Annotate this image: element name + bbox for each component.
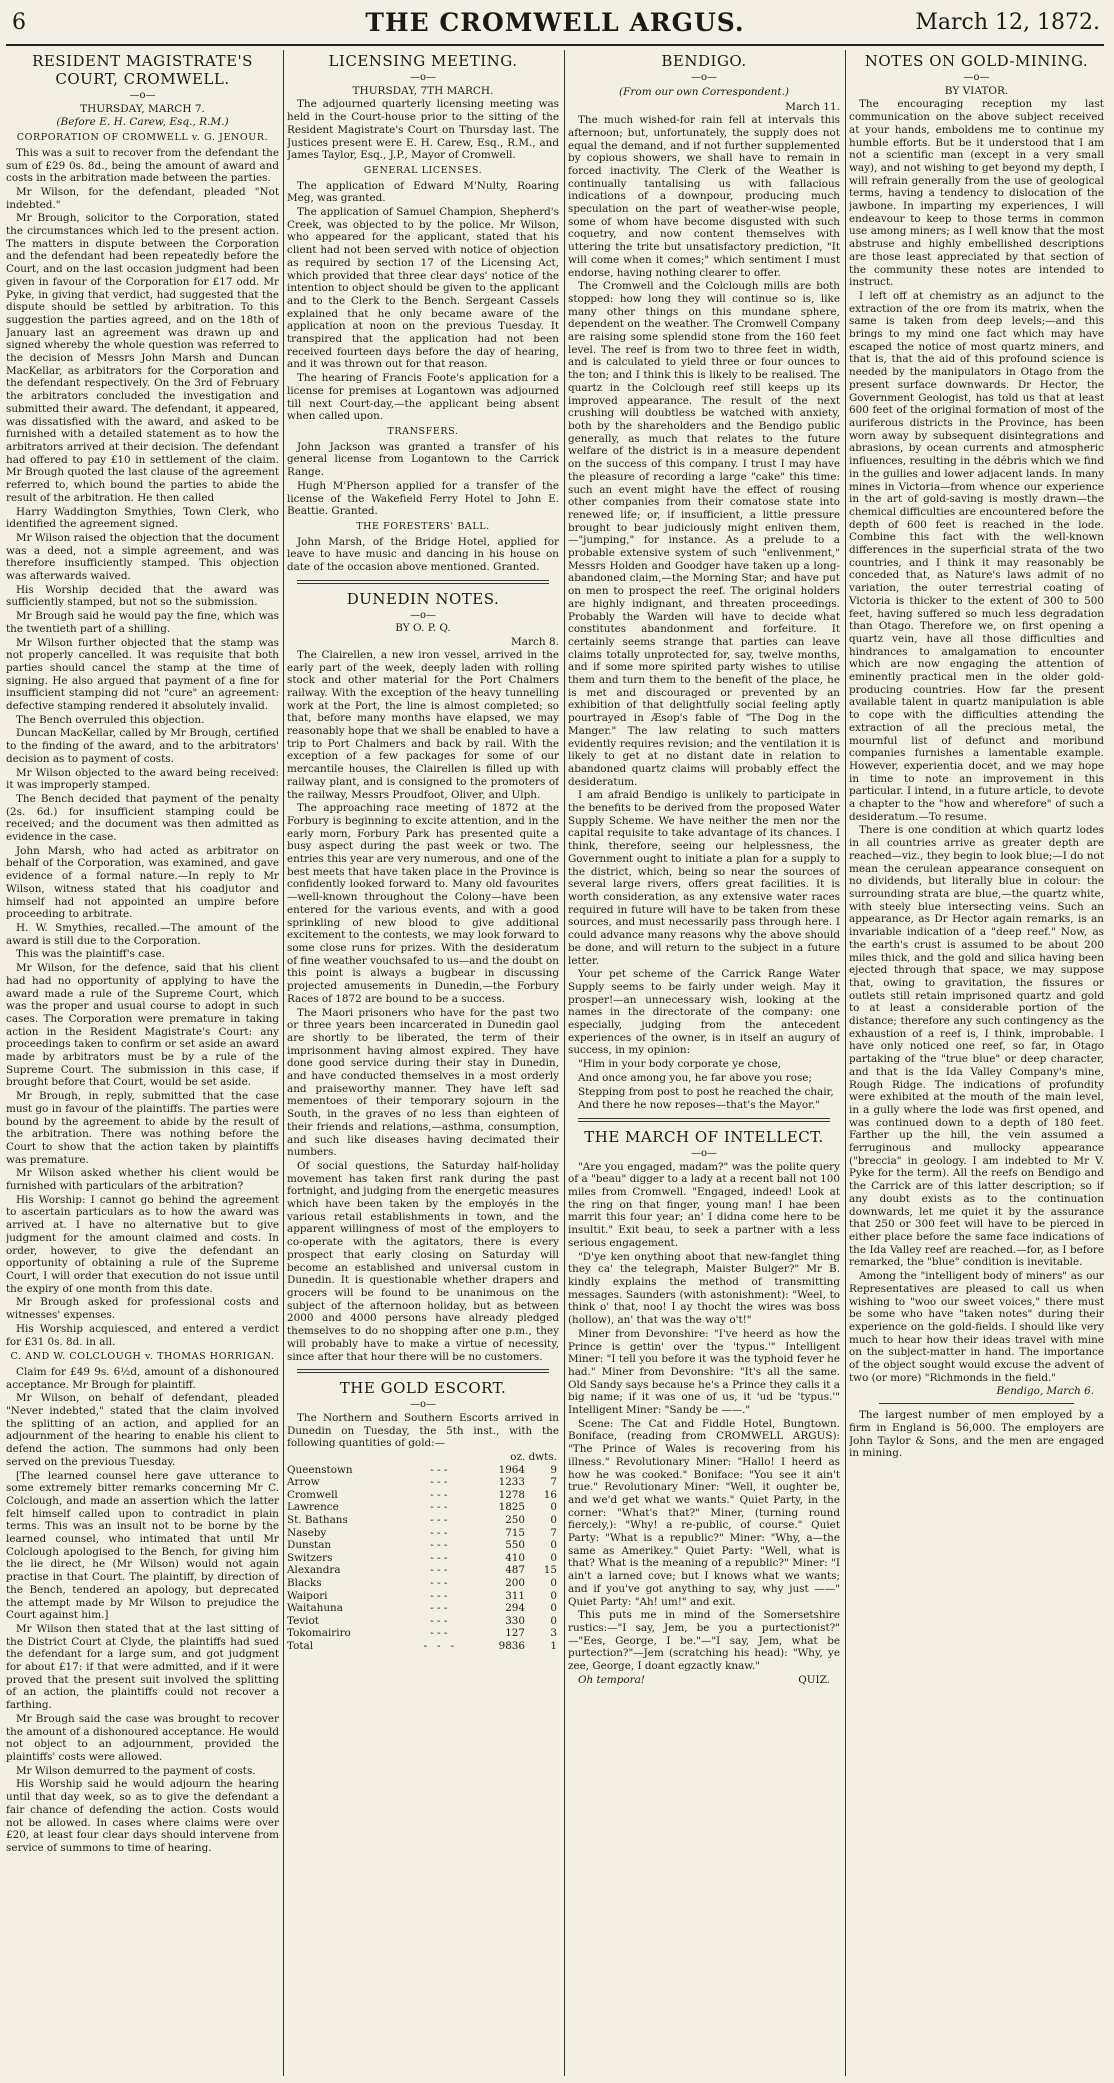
gold-oz: 550 xyxy=(505,1539,526,1552)
march-body xyxy=(568,1161,840,1673)
gold-leader: - - - xyxy=(430,1614,448,1627)
paragraph: Mr Wilson, on behalf of defendant, pleaded "Never indebted," stated that the claim involved the splitting of an action, and applied for an adjournment of the hearing to enable his client to defend the action. The summons had only been served on the previous Tuesday. xyxy=(6,1392,279,1468)
march-heading: THE MARCH OF INTELLECT. xyxy=(584,1127,824,1146)
court-bench: (Before E. H. Carew, Esq., R.M.) xyxy=(56,116,229,129)
gold-place: Alexandra xyxy=(287,1564,341,1577)
paragraph: Mr Wilson raised the objection that the document was a deed, not a simple agreement, and was therefore insufficiently stamped. This objection was afterwards waived. xyxy=(6,531,279,583)
gold-mining-byline: BY VIATOR. xyxy=(944,84,1009,97)
gold-dwt: 7 xyxy=(550,1526,557,1539)
poem-line: And there he now reposes—that's the Mayor." xyxy=(578,1099,821,1112)
gold-leader: - - - xyxy=(430,1463,448,1476)
gold-dwt: 0 xyxy=(550,1602,557,1615)
gold-mining-sign: Bendigo, March 6. xyxy=(996,1385,1094,1398)
paragraph: Mr Brough, solicitor to the Corporation, stated the circumstances which led to the present action. The matters in dispute between the Corporation and the defendant had been repeatedly before the Court, and on the last occasion judgment had been given in favour of the Corporation for £17 odd. Mr Pyke, in giving that verdict, had suggested that the dispute should be settled by arbitration. To this suggestion the parties agreed, and on the 18th of January last an agreement was drawn up and signed whereby the whole question was referred to the decision of Messrs John Marsh and Duncan MacKellar, as arbitrators for the Corporation and the defendant respectively. On the 3rd of February the arbitrators concluded the investigation and submitted their award. The defendant, it appeared, was dissatisfied with the award, and asked to be furnished with a detailed statement as to how the arbitrators arrived at their decision. The defendant had offered to pay £10 in settlement of the claim. Mr Brough quoted the last clause of the agreement referred to, which bound the parties to abide the result of the arbitration. He then called xyxy=(6,212,279,504)
paragraph: His Worship decided that the award was sufficiently stamped, but not so the submission. xyxy=(6,583,279,609)
gold-dwt: 9 xyxy=(550,1463,557,1476)
bendigo-dash: —o— xyxy=(690,72,718,83)
case-title: CORPORATION OF CROMWELL v. G. JENOUR. xyxy=(16,132,269,144)
gold-row xyxy=(287,1602,559,1615)
gold-dwt: 0 xyxy=(550,1513,557,1526)
paragraph: Mr Wilson demurred to the payment of costs. xyxy=(16,1764,256,1777)
paragraph: Of social questions, the Saturday half-holiday movement has taken first rank during the past fortnight, and judging from the energetic measures which have been taken by the employés in the various retail establishments in town, and the apparent willingness of most of the employers to co-operate with the agitators, there is every prospect that early closing on Saturday will become an established and universal custom in Dunedin. It is questionable whether drapers and grocers will be found to be unanimous on the subject of the afternoon holiday, but as between 2000 and 4000 persons have already pledged themselves to do no shopping after one p.m., they will probably have to make a virtue of necessity, since after that hour there will be no customers. xyxy=(287,1159,559,1363)
poem-line: Stepping from post to post he reached the chair, xyxy=(578,1085,834,1098)
tail-paragraph: The largest number of men employed by a firm in England is 56,000. The employers are John Taylor & Sons, and the men are engaged in mining. xyxy=(849,1409,1104,1460)
gold-place: St. Bathans xyxy=(287,1513,348,1526)
bendigo-poem xyxy=(568,1058,840,1112)
gold-escort-heading: THE GOLD ESCORT. xyxy=(339,1379,507,1398)
paragraph: Mr Wilson objected to the award being received: it was improperly stamped. xyxy=(6,766,279,792)
licensing-heading: LICENSING MEETING. xyxy=(328,52,518,70)
gold-leader: - - - xyxy=(430,1589,448,1602)
bendigo-correspondent: (From our own Correspondent.) xyxy=(618,85,790,98)
paragraph: Among the "intelligent body of miners" as our Representatives are pleased to call us when wishing to "woo our sweet voices," there must be some who have "taken notes" during their experience on the gold-fields. I should like very much to hear how their ideas travel with mine on the subject-matter in hand. The importance of the object sought would excuse the advent of two (or more) "Richmonds in the field." xyxy=(849,1270,1104,1384)
paragraph: His Worship: I cannot go behind the agreement to ascertain particulars as to how the award was arrived at. I have no alternative but to give judgment for the amount claimed and costs. In order, however, to give the defendant an opportunity of obtaining a rule of the Supreme Court, I will order that execution do not issue until the expiry of one month from this date. xyxy=(6,1193,279,1295)
paragraph: His Worship said he would adjourn the hearing until that day week, so as to give the defendant a fair chance of defending the action. Costs would not be allowed. In cases where claims were over £20, at least four clear days should intervene from service of summons to time of hearing. xyxy=(6,1778,279,1854)
dunedin-date: March 8. xyxy=(510,636,559,649)
gold-row xyxy=(287,1590,559,1603)
paragraph: The hearing of Francis Foote's application for a license for premises at Logantown was adjourned till next Court-day,—the applicant being absent when called upon. xyxy=(287,372,559,423)
gold-leader: - - - xyxy=(430,1576,448,1589)
paragraph: Harry Waddington Smythies, Town Clerk, who identified the agreement signed. xyxy=(6,505,279,531)
transfers-heading: TRANSFERS. xyxy=(387,425,459,437)
paragraph: Mr Brough asked for professional costs and witnesses' expenses. xyxy=(6,1296,279,1322)
paragraph: Mr Wilson asked whether his client would be furnished with particulars of the arbitration? xyxy=(6,1167,279,1193)
gold-oz: 487 xyxy=(505,1564,526,1577)
paragraph: "D'ye ken onything aboot that new-fanglet thing they ca' the telegraph, Maister Bulger?" Mr B. kindly explains the method of transmitting messages. Saunders (with astonishment): "Weel, to think o' that, noo! I ay thocht the wires was boss (hollow), an' that was the way o't!" xyxy=(568,1250,840,1327)
gold-oz: 1964 xyxy=(498,1463,526,1476)
court-date: THURSDAY, MARCH 7. xyxy=(80,102,205,115)
paragraph: John Marsh, who had acted as arbitrator on behalf of the Corporation, was examined, and gave evidence of a formal nature.—In reply to Mr Wilson, witness stated that his coadjutor and himself had not appointed an umpire before proceeding to arbitrate. xyxy=(6,844,279,921)
paragraph: The Cromwell and the Colclough mills are both stopped: how long they will continue so is, like many other things on this mundane sphere, dependent on the weather. The Cromwell Company are raising some splendid stone from the 160 feet level. The reef is from two to three feet in width, and is calculated to yield three or four ounces to the ton; and I think this is likely to be realised. The quartz in the Colclough reef still keeps up its improved appearance. The result of the next crushing will doubtless be watched with anxiety, both by the shareholders and the Bendigo public generally, as much that relates to the future welfare of the district is in a measure dependent on the success of this company. I trust I may have the pleasure of recording a large "cake" this time: such an event might have the effect of rousing other companies from their comatose state into renewed life; or, if insufficient, a little pressure brought to bear judiciously might enliven them,—"jumping," for instance. As a prelude to a probable extensive system of such "enlivenment," Messrs Holden and Goodger have taken up a long-abandoned claim,—the Morning Star; and have put on men to prospect the reef. The original holders are highly indignant, and threaten proceedings. Probably the Warden will have to decide what constitutes abandonment and forfeiture. It certainly seems strange that parties can leave claims totally unprotected for, say, twelve months, and if some more spirited party wishes to utilise them and turn them to the benefit of the place, he is met and discouraged or prevented by an exhibition of that delightfully social feeling aptly pourtrayed in Æsop's fable of "The Dog in the Manger." The law relating to such matters evidently requires revision; and the ventilation it is likely to get at no distant date in relation to abandoned quartz claims will probably effect the desideratum. xyxy=(568,280,840,788)
gold-dwt: 0 xyxy=(550,1501,557,1514)
licensing-dash: —o— xyxy=(409,72,437,83)
gold-escort-dash: —o— xyxy=(409,1399,437,1411)
gold-place: Arrow xyxy=(287,1476,320,1489)
paragraph: H. W. Smythies, recalled.—The amount of the award is still due to the Corporation. xyxy=(6,922,279,947)
gold-dwt: 3 xyxy=(550,1627,557,1640)
paragraph: Mr Wilson, for the defendant, pleaded "Not indebted." xyxy=(6,185,279,211)
gold-oz: 127 xyxy=(505,1627,526,1640)
transfers-body xyxy=(287,441,559,518)
gold-total-label: Total xyxy=(287,1639,314,1652)
gold-row xyxy=(287,1527,559,1540)
gold-escort-intro: The Northern and Southern Escorts arrived in Dunedin on Tuesday, the 5th inst., with the following quantities of gold:— xyxy=(287,1411,559,1450)
column-3 xyxy=(568,50,840,2076)
march-dash: —o— xyxy=(690,1147,718,1159)
paragraph: Mr Wilson further objected that the stamp was not properly cancelled. It was requisite that both parties should cancel the stamp at the time of signing. He also argued that payment of a fine for insufficient stamping did not "cure" an agreement: defective stamping rendered it absolutely invalid. xyxy=(6,636,279,713)
march-close: Oh tempora! xyxy=(578,1673,645,1686)
march-footer xyxy=(568,1674,840,1687)
gold-dwt: 0 xyxy=(550,1551,557,1564)
gold-oz: 250 xyxy=(505,1513,526,1526)
gold-leader: - - - xyxy=(430,1551,448,1564)
paragraph: There is one condition at which quartz lodes in all countries arrive as greater depth are reached—viz., they begin to look blue;—I do not mean the cerulean appearance consequent on no dividends, but literally blue in colour: the surrounding strata are blue,—the quartz white, with steely blue intersecting veins. Such an appearance, as Dr Hector again remarks, is an invariable indication of a "deep reef." Now, as the earth's crust is assumed to be about 200 miles thick, and the gold and silica having been ejected through that space, we may suppose that, owing to gravitation, the fissures or outlets still retain imprisoned quartz and gold to at least a considerable portion of the distance; therefore any such contingency as the exhaustion of a reef is, I think, improbable. I have only noticed one reef, so far, in Otago partaking of the "true blue" or deep character, and that is the Ida Valley Company's mine, Rough Ridge. The indications of profundity were exhibited at the mouth of the main level, in a gully where the lode was first opened, and was continued down to a depth of 180 feet. Farther up the hill, the vein assumed a ferruginous and mullocky appearance ("breccia" in geology. I am indebted to Mr V. Pyke for the term). All the reefs on Bendigo and the Carrick are of this latter description; so if any doubt exists as to the continuation downwards, let me quiet it by the assurance that 250 or 300 feet will have to be pierced in either place before the same face indications of the Ida Valley reef are reached.—for, as I before remarked, the "blue" condition is inevitable. xyxy=(849,824,1104,1269)
section-divider xyxy=(578,1118,830,1122)
gold-total-row: Total - - - 9836 1 xyxy=(287,1639,557,1652)
gold-place: Lawrence xyxy=(287,1501,339,1514)
gold-unit-row xyxy=(287,1451,559,1464)
gold-row xyxy=(287,1552,559,1565)
paragraph: The Bench decided that payment of the penalty (2s. 6d.) for insufficient stamping could be received; and the document was then admitted as evidence in the case. xyxy=(6,792,279,844)
paragraph: Duncan MacKellar, called by Mr Brough, certified to the finding of the award, and to the arbitrators' decision as to payment of costs. xyxy=(6,727,279,765)
gold-unit: oz. dwts. xyxy=(510,1451,557,1464)
gold-row xyxy=(287,1627,559,1640)
dunedin-byline: BY O. P. Q. xyxy=(395,622,451,635)
court-body-2 xyxy=(6,1366,279,1855)
gold-row xyxy=(287,1501,559,1514)
paragraph: Claim for £49 9s. 6½d, amount of a dishonoured acceptance. Mr Brough for plaintiff. xyxy=(6,1365,279,1391)
section-divider xyxy=(297,580,549,584)
paragraph: Your pet scheme of the Carrick Range Water Supply seems to be fairly under weigh. May it prosper!—an unnecessary wish, looking at the names in the directorate of the company: one especially, judging from the antecedent experiences of the owner, is in itself an augury of success, in my opinion: xyxy=(568,968,840,1057)
gold-place: Dunstan xyxy=(287,1539,332,1552)
paragraph: This was a suit to recover from the defendant the sum of £29 0s. 8d., being the amount of award and costs in the arbitration made between the parties. xyxy=(6,146,279,185)
gold-oz: 410 xyxy=(505,1551,526,1564)
gold-oz: 1233 xyxy=(498,1476,526,1489)
court-heading: RESIDENT MAGISTRATE'S COURT, CROMWELL. xyxy=(32,52,253,88)
paragraph: This puts me in mind of the Somersetshire rustics:—"I say, Jem, be you a purtectionist?" —"Ees, George, I be."—"I say, Jem, what be purtection?"—Jem (scratching his head): "Why, ye zee, George, I doant egzactly knaw." xyxy=(568,1609,840,1673)
gold-leader: - - - xyxy=(430,1564,448,1577)
gold-dwt: 16 xyxy=(543,1488,557,1501)
gold-mining-body xyxy=(849,98,1104,1384)
licensing-intro: The adjourned quarterly licensing meeting was held in the Court-house prior to the sitting of the Resident Magistrate's Court on Thursday last. The Justices present were E. H. Carew, Esq., R.M., and James Taylor, Esq., J.P., Mayor of Cromwell. xyxy=(287,98,559,162)
gold-dwt: 0 xyxy=(550,1614,557,1627)
gold-dwt: 0 xyxy=(550,1539,557,1552)
gold-oz: 1278 xyxy=(498,1488,526,1501)
gold-row xyxy=(287,1539,559,1552)
gold-dwt: 15 xyxy=(543,1564,557,1577)
paragraph: "Are you engaged, madam?" was the polite query of a "beau" digger to a lady at a recent ball not 100 miles from Cromwell. "Engaged, indeed! Look at the ring on that finger, young man! I hae been marrit this four year; an' I didna come here to be insultit." Exit beau, to seek a partner with a less serious engagement. xyxy=(568,1160,840,1249)
page-number: 6 xyxy=(12,10,26,35)
gold-escort-table xyxy=(287,1451,559,1653)
column-1 xyxy=(6,50,279,2076)
gold-leader: - - - xyxy=(430,1513,448,1526)
section-divider xyxy=(297,1369,549,1373)
gold-leader: - - - xyxy=(430,1488,448,1501)
paragraph: Hugh M'Pherson applied for a transfer of the license of the Wakefield Ferry Hotel to John E. Beattie. Granted. xyxy=(287,479,559,518)
paragraph: The application of Samuel Champion, Shepherd's Creek, was objected to by the police. Mr Wilson, who appeared for the applicant, stated that his client had not been served with notice of objection as required by section 17 of the Licensing Act, which provided that three clear days' notice of the intention to object should be given to the applicant and to the Clerk to the Bench. Sergeant Cassels explained that he only became aware of the application at noon on the previous Tuesday. It transpired that the application had not been received fourteen days before the day of hearing, and it was thrown out for that reason. xyxy=(287,206,559,371)
gold-mining-heading: NOTES ON GOLD-MINING. xyxy=(864,52,1089,70)
gold-place: Queenstown xyxy=(287,1463,353,1476)
gold-leader: - - - xyxy=(430,1627,448,1640)
column-4 xyxy=(849,50,1104,2076)
paragraph: The Clairellen, a new iron vessel, arrived in the early part of the week, deeply laden with rolling stock and other material for the Port Chalmers railway. With the exception of the heavy tunnelling work at the Port, the line is almost completed; so that, before many months have elapsed, we may reasonably hope that we shall be enabled to have a trip to Port Chalmers and back by rail. With the exception of a few packages for some of our mercantile houses, the Clairellen is filled up with railway plant, and is consigned to the promoters of the railway, Messrs Proudfoot, Oliver, and Ulph. xyxy=(287,648,559,801)
ball-body: John Marsh, of the Bridge Hotel, applied for leave to have music and dancing in his house on date of the occasion above mentioned. Granted. xyxy=(287,535,559,574)
section-divider xyxy=(879,1403,1074,1404)
gold-total-dwt: 1 xyxy=(550,1639,557,1652)
gold-row xyxy=(287,1577,559,1590)
gold-dwt: 0 xyxy=(550,1576,557,1589)
general-licenses-heading: GENERAL LICENSES. xyxy=(363,164,483,176)
gold-place: Tokomairiro xyxy=(287,1627,351,1640)
court-body-1 xyxy=(6,147,279,1348)
gold-leader: - - - xyxy=(430,1476,448,1489)
gold-row xyxy=(287,1464,559,1477)
gold-row xyxy=(287,1564,559,1577)
paragraph: John Jackson was granted a transfer of his general license from Logantown to the Carrick Range. xyxy=(287,440,559,479)
paragraph: [The learned counsel here gave utterance to some extremely bitter remarks concerning Mr C. Colclough, and made an assertion which the latter felt himself called upon to contradict in plain terms. This was an insult not to be borne by the learned counsel, who intimated that until Mr Colclough apologised to the Bench, for giving him the lie direct, he (Mr Wilson) would not again practise in that Court. The plaintiff, by direction of the Bench, tendered an apology, but deprecated the attempt made by Mr Wilson to prejudice the Court against him.] xyxy=(6,1469,279,1622)
gold-oz: 200 xyxy=(505,1576,526,1589)
gold-row xyxy=(287,1489,559,1502)
gold-dwt: 7 xyxy=(550,1476,557,1489)
gold-oz: 330 xyxy=(505,1614,526,1627)
gold-leader: - - - xyxy=(430,1501,448,1514)
gold-leader: - - - xyxy=(430,1526,448,1539)
issue-date: March 12, 1872. xyxy=(915,10,1100,35)
newspaper-title: THE CROMWELL ARGUS. xyxy=(365,8,745,37)
gold-oz: 1825 xyxy=(498,1501,526,1514)
gold-leader: - - - xyxy=(430,1602,448,1615)
dunedin-body xyxy=(287,649,559,1363)
paragraph: The Bench overruled this objection. xyxy=(16,713,205,726)
bendigo-heading: BENDIGO. xyxy=(661,52,747,70)
gold-place: Blacks xyxy=(287,1576,322,1589)
column-2 xyxy=(287,50,559,2076)
gold-place: Cromwell xyxy=(287,1488,338,1501)
paragraph: The approaching race meeting of 1872 at the Forbury is beginning to excite attention, and in the early morn, Forbury Park has presented quite a busy aspect during the past week or two. The entries this year are very numerous, and one of the best meets that have taken place in the Province is confidently looked forward to. Many old favourites—well-known throughout the Colony—have been entered for the various events, and with a good sprinkling of new blood to give additional excitement to the contests, we may look forward to some close runs for prizes. With the desideratum of fine weather vouchsafed to us—and the doubt on this point is always a bugbear in discussing projected amusements in Dunedin,—the Forbury Races of 1872 are bound to be a success. xyxy=(287,802,559,1005)
general-licenses-body xyxy=(287,180,559,423)
paragraph: Mr Wilson then stated that at the last sitting of the District Court at Clyde, the plaintiffs had sued the defendant for a large sum, and got judgment for about £17: if that were admitted, and if it were proved that the present suit involved the splitting of an action, the plaintiffs could not recover a farthing. xyxy=(6,1622,279,1712)
paragraph: The much wished-for rain fell at intervals this afternoon; but, unfortunately, the supply does not equal the demand, and if not further supplemented by copious showers, we shall have to remain in forced inactivity. The Clerk of the Weather is continually tantalising us with fallacious indications of a downpour, producing much speculation on the part of weather-wise people, some of whom have become disgusted with such coquetry, and now content themselves with uttering the trite but unsatisfactory prediction, "It will come when it comes;" which sentiment I must endorse, having nothing clearer to offer. xyxy=(568,114,840,279)
gold-oz: 715 xyxy=(505,1526,526,1539)
gold-mining-dash: —o— xyxy=(963,72,990,83)
paragraph: I left off at chemistry as an adjunct to the extraction of the ore from its matrix, when the same is taken from deep levels;—and this brings to my mind one fact which may have escaped the notice of most quartz miners, and that is, that the aid of this profound science is needed by the manipulators in Otago from the present surface downwards. Dr Hector, the Government Geologist, has told us that at least 600 feet of the original formation of most of the auriferous districts in the Province, has been worn away by subsequent disintegrations and abrasions, by ocean currents and atmospheric influences, resulting in the débris which we find in the gullies and lower adjacent lands. In many mines in Victoria—from whence our experience in the art of gold-saving is mostly drawn—the chemical difficulties are encountered before the depth of 600 feet is reached in the lode. Combine this fact with the well-known differences in the superficial strata of the two countries, and I think it may reasonably be conceded that, as Nature's laws admit of no variation, the outer terrestrial coating of Victoria is thicker to the extent of 300 to 500 feet, having suffered so much less degradation than Otago. Therefore we, on first opening a quartz vein, have all those difficulties and hindrances to amalgamation to encounter which are now engaging the attention of eminently practical men in the older gold-producing countries. How far the present available talent in quartz manipulation is able to cope with the difficulties attending the extraction of all the precious metal, the mournful list of defunct and moribund companies furnishes a lamentable example. However, experientia docet, and we may hope in time to note an improvement in this particular. I intend, in a future article, to devote a chapter to the "how and wherefore" of such a desideratum.—To resume. xyxy=(849,289,1104,823)
paragraph: Mr Wilson, for the defence, said that his client had had no opportunity of applying to have the award made a rule of the Supreme Court, which was the proper and usual course to adopt in such cases. The Corporation were premature in taking action in the Resident Magistrate's Court: any proceedings taken to confirm or set aside an award made by arbitrators must be by a rule of the Supreme Court. The submission in this case, if brought before that Court, would be set aside. xyxy=(6,962,279,1089)
masthead xyxy=(6,4,1104,46)
dunedin-heading: DUNEDIN NOTES. xyxy=(346,589,500,608)
case-title: C. AND W. COLCLOUGH v. THOMAS HORRIGAN. xyxy=(10,1351,275,1363)
licensing-date: THURSDAY, 7TH MARCH. xyxy=(352,84,494,97)
gold-place: Waitahuna xyxy=(287,1602,343,1615)
gold-leader: - - - xyxy=(430,1539,448,1552)
gold-oz: 311 xyxy=(505,1589,526,1602)
gold-dwt: 0 xyxy=(550,1589,557,1602)
gold-place: Teviot xyxy=(287,1614,319,1627)
ball-heading: THE FORESTERS' BALL. xyxy=(356,520,490,532)
paragraph: Mr Brough said the case was brought to recover the amount of a dishonoured acceptance. He would not object to an adjournment, provided the plaintiffs' costs were allowed. xyxy=(6,1712,279,1763)
paragraph: This was the plaintiff's case. xyxy=(16,948,165,961)
gold-row xyxy=(287,1476,559,1489)
paragraph: The encouraging reception my last communication on the above subject received at your hands, emboldens me to continue my humble efforts. But be it understood that I am not a scientific man (except in a very small way), and not wishing to get beyond my depth, I will refrain generally from the use of geological terms, having a tendency to dislocation of the jawbone. In imparting my experiences, I will endeavour to keep to those terms in common use among miners; as I well know that the most abstruse and highly embellished descriptions are those least appreciated by that section of the community these notes are intended to instruct. xyxy=(849,98,1104,289)
poem-line: And once among you, he far above you rose; xyxy=(578,1071,812,1084)
paragraph: Mr Brough said he would pay the fine, which was the twentieth part of a shilling. xyxy=(6,610,279,635)
paragraph: I am afraid Bendigo is unlikely to participate in the benefits to be derived from the proposed Water Supply Scheme. We have neither the men nor the capital requisite to take advantage of its chances. I think, therefore, seeing our helplessness, the Government ought to initiate a plan for a supply to the district, which, being so near the sources of several large rivers, offers great facilities. It is worth consideration, as any extensive water races required in future will have to be taken from these sources, and must necessarily pass through here. I could advance many reasons why the above should be done, and will return to the subject in a future letter. xyxy=(568,789,840,967)
paragraph: The application of Edward M'Nulty, Roaring Meg, was granted. xyxy=(287,179,559,205)
gold-place: Naseby xyxy=(287,1526,327,1539)
gold-total-oz: 9836 xyxy=(498,1639,526,1652)
paragraph: His Worship acquiesced, and entered a verdict for £31 0s. 8d. in all. xyxy=(6,1322,279,1348)
poem-line: "Him in your body corporate ye chose, xyxy=(578,1058,782,1071)
columns xyxy=(6,50,1104,2076)
gold-place: Switzers xyxy=(287,1551,333,1564)
gold-oz: 294 xyxy=(505,1602,526,1615)
paragraph: Scene: The Cat and Fiddle Hotel, Bungtown. Boniface, (reading from CROMWELL ARGUS): "The Prince of Wales is recovering from his illness." Revolutionary Miner: "Hallo! I heerd as how he was cooked." Boniface: "You see it ain't true." Revolutionary Miner: "Well, it oughter be, and we'd get what we wants." Quiet Party, in the corner: "What's that?" Miner, (turning round fiercely,): "Why! a re-public, of course." Quiet Party: "What is a republic?" Miner: "Why, a—the same as Amerikey." Quiet Party: "Well, what is that? What is the meaning of a republic?" Miner: "I ain't a larned cove; but I knows what we wants; and if you've got anything to say, why just ——" Quiet Party: "Ah! um!" and exit. xyxy=(568,1417,840,1608)
gold-row xyxy=(287,1615,559,1628)
gold-place: Waipori xyxy=(287,1589,328,1602)
paragraph: Mr Brough, in reply, submitted that the case must go in favour of the plaintiffs. The parties were bound by the agreement to abide by the result of the arbitration. There was nothing before the Court to show that the action taken by plaintiffs was premature. xyxy=(6,1090,279,1166)
bendigo-body xyxy=(568,114,840,1057)
bendigo-date: March 11. xyxy=(785,101,840,114)
march-signature: QUIZ. xyxy=(798,1673,830,1686)
paragraph: The Maori prisoners who have for the past two or three years been incarcerated in Dunedin gaol are shortly to be liberated, the term of their imprisonment having almost expired. They have done good service during their stay in Dunedin, and have conducted themselves in a most orderly and praiseworthy manner. They have left sad mementoes of their temporary sojourn in the South, in the graves of no less than eighteen of their friends and relations,—asthma, consumption, and such like diseases having decimated their numbers. xyxy=(287,1006,559,1159)
gold-row xyxy=(287,1514,559,1527)
paragraph: Miner from Devonshire: "I've heerd as how the Prince is gettin' over the 'typus.'" Intelligent Miner: "I tell you before it was the typhoid fever he had." Miner from Devonshire: "It's all the same. Old Sandy says because he's a Prince they calls it a big name; if it was one of us, it 'ud be 'typus.'" Intelligent Miner: "Sandy be ——." xyxy=(568,1327,840,1417)
dunedin-dash: —o— xyxy=(409,609,437,621)
court-dash: —o— xyxy=(129,90,156,101)
